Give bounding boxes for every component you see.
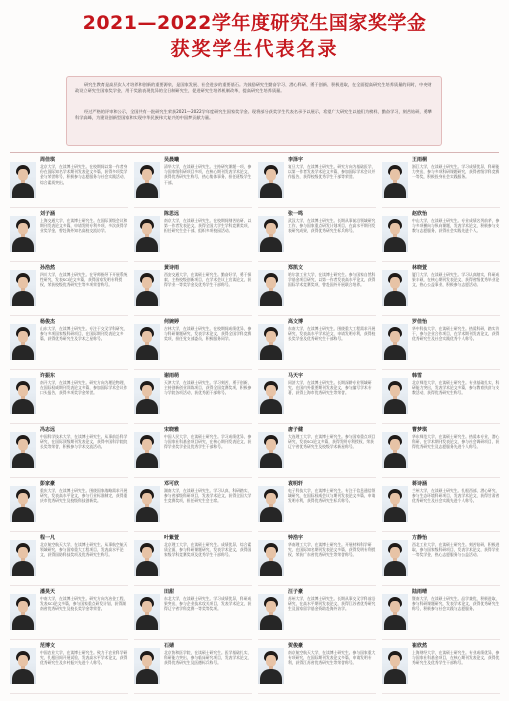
awardee-description: 兰州大学，在读硕士研究生。扎根西部，潜心研究，参与生态环境科研项目，发表学术论文，获得甘肃省优秀研究生及社会实践先进个人称号。 bbox=[412, 488, 500, 504]
awardee-card bbox=[258, 480, 378, 533]
awardee-photo bbox=[134, 270, 160, 306]
awardee-photo bbox=[258, 216, 284, 252]
awardee-card bbox=[258, 534, 378, 587]
awardee-name: 吴晨曦 bbox=[164, 157, 180, 163]
card-divider bbox=[134, 639, 252, 640]
card-divider bbox=[10, 693, 128, 694]
awardee-card bbox=[134, 156, 254, 209]
card-divider bbox=[134, 423, 252, 424]
awardee-name: 张一鸣 bbox=[288, 211, 304, 217]
card-divider bbox=[258, 477, 376, 478]
awardee-name: 叶紫萱 bbox=[164, 535, 180, 541]
card-divider bbox=[10, 639, 128, 640]
awardee-card bbox=[258, 318, 378, 371]
awardee-photo bbox=[10, 216, 36, 252]
awardee-card bbox=[258, 210, 378, 263]
awardee-photo bbox=[258, 648, 284, 684]
awardee-description: 武汉大学，在读博士研究生。长期从事前沿领域研究工作，参与国家重点研发计划项目，在高水平期刊发表研究成果，获得优秀研究生标兵称号。 bbox=[288, 218, 376, 234]
awardee-photo bbox=[134, 486, 160, 522]
awardee-photo bbox=[10, 594, 36, 630]
awardee-description: 华东师范大学，在读硕士研究生。热爱本专业，潜心科研，在学术期刊发表论文，参与社会调研项目，获得优秀研究生及志愿服务先进个人称号。 bbox=[412, 434, 500, 450]
awardee-card bbox=[10, 480, 130, 533]
card-divider bbox=[10, 585, 128, 586]
awardee-name: 田甜 bbox=[164, 589, 175, 595]
awardee-photo bbox=[382, 216, 408, 252]
awardee-name: 蒋诗涵 bbox=[412, 481, 428, 487]
awardee-photo bbox=[134, 162, 160, 198]
card-divider bbox=[258, 585, 376, 586]
awardee-card bbox=[10, 156, 130, 209]
awardee-name: 何婉婷 bbox=[164, 319, 180, 325]
awardee-name: 马天宇 bbox=[288, 373, 304, 379]
card-divider bbox=[258, 369, 376, 370]
awardee-photo bbox=[258, 486, 284, 522]
awardee-description: 苏州大学，在读博士研究生。长期从事交叉学科前沿研究，在高水平期刊发表论文，获得江苏省优秀研究生及国家留学基金资助赴海外访学。 bbox=[288, 596, 376, 612]
awardee-card bbox=[258, 642, 378, 695]
awardee-photo bbox=[258, 378, 284, 414]
awardee-photo bbox=[258, 594, 284, 630]
card-divider bbox=[10, 261, 128, 262]
awardee-name: 唐子健 bbox=[288, 427, 304, 433]
card-divider bbox=[382, 585, 500, 586]
awardee-photo bbox=[258, 432, 284, 468]
awardee-name: 邓可欣 bbox=[164, 481, 180, 487]
awardee-photo bbox=[10, 540, 36, 576]
card-divider bbox=[382, 423, 500, 424]
awardee-description: 复旦大学，在读博士研究生。研究方向为基础医学，以第一作者发表学术论文多篇，参加国际学术会议并作报告，获得校级优秀学生干部等荣誉。 bbox=[288, 164, 376, 180]
card-divider bbox=[382, 261, 500, 262]
card-divider bbox=[258, 531, 376, 532]
awardee-name: 高文博 bbox=[288, 319, 304, 325]
awardee-description: 同济大学，在读博士研究生。长期深耕专业领域研究，在国内外重要期刊发表论文，参与编写学术专著，获得上海市优秀研究生等荣誉。 bbox=[288, 380, 372, 396]
awardee-photo bbox=[134, 324, 160, 360]
awardee-description: 东南大学，在读博士研究生。围绕重大工程需求开展研究，发表高水平学术论文，申请发明专利，获得校长奖学金及优秀研究生干部称号。 bbox=[288, 326, 376, 342]
intro-banner bbox=[66, 76, 442, 146]
awardee-name: 谢雨萌 bbox=[164, 373, 180, 379]
awardee-name: 韩雪 bbox=[412, 373, 423, 379]
awardee-photo bbox=[10, 162, 36, 198]
card-divider bbox=[10, 369, 128, 370]
awardee-description: 西北工业大学，在读硕士研究生。刻苦钻研，积极进取，参与国家级科研项目，发表学术论文，获得学业一等奖学金，热心志愿服务与公益活动。 bbox=[412, 542, 500, 558]
awardee-photo bbox=[10, 324, 36, 360]
awardee-card bbox=[10, 372, 130, 425]
awardee-description: 吉林大学，在读硕士研究生。在校期间成绩优异，参与科研课题研究，发表学术论文，获得全国学科竞赛奖项，担任党支部委员，积极服务同学。 bbox=[164, 326, 252, 342]
awardee-card bbox=[382, 372, 502, 425]
awardee-photo bbox=[10, 432, 36, 468]
awardee-card bbox=[134, 426, 254, 479]
awardee-description: 湖南大学，在读硕士研究生。学习认真，科研踏实，参与省部级科研项目，发表学术论文，获得全国大学生竞赛奖项，担任研究生会主席。 bbox=[164, 488, 252, 504]
card-divider bbox=[382, 315, 500, 316]
awardee-card bbox=[382, 480, 502, 533]
card-divider bbox=[382, 369, 500, 370]
card-divider bbox=[10, 423, 128, 424]
card-divider bbox=[382, 639, 500, 640]
card-divider bbox=[258, 639, 376, 640]
awardee-card bbox=[382, 210, 502, 263]
awardee-card bbox=[258, 156, 378, 209]
card-divider bbox=[382, 693, 500, 694]
card-divider bbox=[382, 207, 500, 208]
awardee-card bbox=[10, 642, 130, 695]
awardee-name: 彭家豪 bbox=[40, 481, 56, 487]
awardee-card bbox=[382, 642, 502, 695]
awardee-card bbox=[134, 642, 254, 695]
awardee-photo bbox=[382, 324, 408, 360]
awardee-description: 哈尔滨工业大学，在读博士研究生。参与国家自然科学基金项目研究，以第一作者发表高水平论文，获得国际学术竞赛奖项，曾赴国外开展联合培养。 bbox=[288, 272, 376, 288]
awardee-description: 上海交通大学，在读博士研究生。在国际顶级会议和期刊发表论文多篇，申请发明专利多项，多次获得学业奖学金，曾赴海外知名高校交流访学。 bbox=[40, 218, 128, 234]
awardee-name: 潘昊天 bbox=[40, 589, 56, 595]
awardee-description: 四川大学，在读博士研究生。在导师指导下开展系统性研究，发表SCI论文多篇，获得国家发明专利授权，荣获校级优秀研究生等多项荣誉称号。 bbox=[40, 272, 128, 288]
awardee-photo bbox=[134, 378, 160, 414]
awardee-name: 陈思远 bbox=[164, 211, 180, 217]
awardee-description: 西安交通大学，在读硕士研究生。勤奋好学，勇于探索，主持校级创新项目，在学术会议上宣读论文，获得学业一等奖学金及优秀学生干部称号。 bbox=[164, 272, 252, 288]
card-divider bbox=[134, 477, 252, 478]
awardee-photo bbox=[258, 324, 284, 360]
title-line-1: 2021—2022学年度研究生国家奖学金 bbox=[82, 12, 427, 34]
card-divider bbox=[258, 207, 376, 208]
intro-paragraph: 经过严格的评审和公示，全国共有一批研究生荣获2021—2022学年度研究生国家奖学金。现将部分获奖学生代表名录予以展示，希望广大研究生以他们为榜样，勤奋学习，刻苦钻研，勇攀科学高峰，为建设创新型国家和实现中华民族伟大复兴的中国梦贡献力量。 bbox=[75, 108, 432, 120]
awardee-name: 杨俊杰 bbox=[40, 319, 56, 325]
awardee-description: 华中科技大学，在读硕士研究生。热爱科研，踏实肯干，参与企业合作项目，在学术期刊发表论文，获得优秀研究生及社会实践优秀个人称号。 bbox=[412, 326, 500, 342]
awardee-photo bbox=[382, 594, 408, 630]
card-divider bbox=[134, 261, 252, 262]
awardee-card bbox=[382, 534, 502, 587]
awardee-description: 南京航空航天大学，在读博士研究生。参与国家重大专项研究，在国际期刊发表论文多篇，申请发明专利，获得江苏省优秀研究生等荣誉称号。 bbox=[288, 650, 376, 666]
awardee-photo bbox=[382, 432, 408, 468]
card-divider bbox=[134, 315, 252, 316]
awardee-description: 上海财经大学，在读硕士研究生。专业成绩优异，参与国家社科基金项目，在核心期刊发表论文，获得优秀研究生及优秀学生干部称号。 bbox=[412, 650, 500, 666]
awardee-card bbox=[134, 210, 254, 263]
awardee-name: 孙浩然 bbox=[40, 265, 56, 271]
awardee-name: 刘子涵 bbox=[40, 211, 56, 217]
awardee-description: 中国农业大学，在读博士研究生。致力于农业科学研究，扎根田间开展试验，发表高水平学术论文，获得优秀研究生及乡村振兴先进个人称号。 bbox=[40, 650, 128, 666]
awardee-name: 石婧 bbox=[164, 643, 175, 649]
awardee-photo bbox=[382, 648, 408, 684]
card-divider bbox=[134, 369, 252, 370]
awardee-card bbox=[382, 264, 502, 317]
awardee-photo bbox=[10, 270, 36, 306]
awardee-description: 华南理工大学，在读博士研究生。开展材料科学研究，在国际知名期刊发表论文多篇，获得发明专利授权，荣获广东省优秀研究生等荣誉称号。 bbox=[288, 542, 376, 558]
awardee-name: 罗佳怡 bbox=[412, 319, 428, 325]
card-divider bbox=[382, 477, 500, 478]
awardee-name: 黄诗雨 bbox=[164, 265, 180, 271]
awardee-name: 汪子豪 bbox=[288, 589, 304, 595]
awardee-description: 中国人民大学，在读硕士研究生。学习成绩优异，参与国家社科基金项目研究，在核心期刊发表论文，获得学业奖学金及优秀学生干部称号。 bbox=[164, 434, 252, 450]
awardee-card bbox=[10, 534, 130, 587]
awardee-photo bbox=[10, 648, 36, 684]
awardee-description: 中山大学，在读硕士研究生。专业成绩名列前茅，参与多项横向与纵向课题，发表学术论文，积极参与支教与志愿服务，获得社会实践先进个人。 bbox=[412, 218, 500, 234]
awardee-description: 暨南大学，在读硕士研究生。品学兼优，积极进取，参与科研课题研究，发表学术论文，获得优秀研究生称号，积极参与社会实践与志愿服务。 bbox=[412, 596, 500, 612]
awardee-name: 林晓萱 bbox=[412, 265, 428, 271]
awardee-card bbox=[258, 426, 378, 479]
card-divider bbox=[258, 315, 376, 316]
awardee-name: 贺俊豪 bbox=[288, 643, 304, 649]
awardee-name: 程一凡 bbox=[40, 535, 56, 541]
awardee-description: 中国科学技术大学，在读博士研究生。从事前沿科学研究，在国际顶级期刊发表论文，获得中国科学院院长奖等荣誉，积极参与学术交流活动。 bbox=[40, 434, 128, 450]
awardee-name: 钟浩宇 bbox=[288, 535, 304, 541]
awardee-description: 重庆大学，在读博士研究生。围绕国家战略需求开展研究，发表高水平论文，参与行业标准制定，获得重庆市优秀研究生及校级科技创新奖。 bbox=[40, 488, 128, 504]
awardee-card bbox=[134, 588, 254, 641]
awardee-description: 清华大学，在读硕士研究生。主持研究课题一项，参与国家级科研项目多项，在核心期刊发表学术论文，获得优秀研究生称号，热心集体事务，担任班级学生干部。 bbox=[164, 164, 252, 185]
awardee-card bbox=[10, 210, 130, 263]
awardee-name: 许振东 bbox=[40, 373, 56, 379]
awardee-photo bbox=[258, 540, 284, 576]
awardee-photo bbox=[382, 540, 408, 576]
card-divider bbox=[10, 315, 128, 316]
awardee-name: 范博文 bbox=[40, 643, 56, 649]
awardee-photo bbox=[134, 594, 160, 630]
awardee-description: 东北大学，在读硕士研究生。学习成绩优异，科研成果突出，参与企业技术攻关项目，发表学术论文，获得辽宁省学科竞赛一等奖等奖项。 bbox=[164, 596, 252, 612]
awardee-card bbox=[10, 588, 130, 641]
awardee-name: 袁明轩 bbox=[288, 481, 304, 487]
awardee-description: 北京协和医学院，在读硕士研究生。医学基础扎实，科研能力突出，参与临床研究项目，发表学术论文，获得优秀研究生及医德标兵称号。 bbox=[164, 650, 252, 666]
awardee-photo bbox=[134, 216, 160, 252]
card-divider bbox=[10, 477, 128, 478]
awardee-name: 赵欣怡 bbox=[412, 211, 428, 217]
awardee-name: 王雨桐 bbox=[412, 157, 428, 163]
awardee-description: 厦门大学，在读硕士研究生。学习认真踏实，科研成果丰硕，在核心期刊发表论文，获得省级优秀毕业论文，热心公益事业，积极参与志愿活动。 bbox=[412, 272, 500, 288]
card-divider bbox=[258, 423, 376, 424]
awardee-card bbox=[134, 534, 254, 587]
awardee-card bbox=[382, 588, 502, 641]
awardee-photo bbox=[382, 270, 408, 306]
awardee-photo bbox=[10, 378, 36, 414]
awardee-name: 李泽宇 bbox=[288, 157, 304, 163]
awardee-card bbox=[10, 318, 130, 371]
card-divider bbox=[134, 531, 252, 532]
awardee-description: 北京理工大学，在读硕士研究生。成绩优异，综合素质全面，参与科研课题研究，发表学术论文，获得国家级学科竞赛奖项及优秀学生干部称号。 bbox=[164, 542, 252, 558]
card-divider bbox=[134, 585, 252, 586]
awardee-card bbox=[134, 264, 254, 317]
awardee-card bbox=[134, 372, 254, 425]
awardee-description: 电子科技大学，在读博士研究生。专注于信息通信领域研究，在国际权威会议与期刊发表论文多篇，申请发明专利，获得优秀研究生标兵称号。 bbox=[288, 488, 376, 504]
awardee-name: 周佳琪 bbox=[40, 157, 56, 163]
awardee-photo bbox=[382, 378, 408, 414]
awardee-card bbox=[258, 588, 378, 641]
awardee-card bbox=[258, 264, 378, 317]
awardee-card bbox=[258, 372, 378, 425]
awardee-description: 浙江大学，在读硕士研究生。学习成绩优异，科研能力突出，参与多项科研课题研究，获得省级学科竞赛一等奖，积极投身社会实践服务。 bbox=[412, 164, 500, 180]
intro-paragraph: 研究生教育是高层次人才培养和创新的重要源泉，是国家发展、社会进步的重要基石。为鼓励研究生勤奋学习、潜心科研、勇于创新、积极进取，在全面提高研究生培养质量的同时，中央财政设立研究生国家奖学金，用于奖励表现优异的全日制研究生，促进研究生培养机制改革，提高研究生培养质量。 bbox=[75, 82, 432, 94]
card-divider bbox=[258, 693, 376, 694]
awardee-description: 南京大学，在读硕士研究生。在校期间刻苦钻研，以第一作者发表论文，获得全国大学生学科竞赛奖项，担任研究生会干部，组织多项校园活动。 bbox=[164, 218, 252, 234]
card-divider bbox=[134, 207, 252, 208]
awardee-photo bbox=[382, 162, 408, 198]
awardee-name: 宋晓雅 bbox=[164, 427, 180, 433]
awardee-description: 中南大学，在读博士研究生。研究方向为冶金工程，发表SCI论文多篇，参与国家重点研发计划，获得湖南省优秀研究生及校长奖学金等荣誉。 bbox=[40, 596, 128, 612]
awardee-name: 郑凯文 bbox=[288, 265, 304, 271]
awardee-name: 崔欣然 bbox=[412, 643, 428, 649]
awardee-photo bbox=[258, 162, 284, 198]
awardee-photo bbox=[134, 648, 160, 684]
awardee-photo bbox=[134, 432, 160, 468]
card-divider bbox=[258, 261, 376, 262]
awardee-description: 北京航空航天大学，在读博士研究生。从事航空航天领域研究，参与国家重大工程项目，发表高水平论文，获得国防科技奖项及优秀研究生称号。 bbox=[40, 542, 128, 558]
awardee-description: 大连理工大学，在读博士研究生。参与国家重点项目研究，发表SCI论文多篇，获得发明专利授权，荣获辽宁省优秀研究生及校级学术新星称号。 bbox=[288, 434, 376, 450]
awardee-card bbox=[10, 426, 130, 479]
awardee-description: 天津大学，在读硕士研究生。学习刻苦，勇于创新，主持创新创业训练项目，获得全国竞赛奖项，积极参与学院各项活动，获优秀团干部称号。 bbox=[164, 380, 252, 396]
awardee-card bbox=[382, 156, 502, 209]
awardee-card bbox=[134, 480, 254, 533]
awardee-grid bbox=[10, 156, 499, 696]
awardee-photo bbox=[382, 486, 408, 522]
awardee-name: 冯志远 bbox=[40, 427, 56, 433]
awardee-description: 山东大学，在读博士研究生。专注于交叉学科研究，参与多项国家级科研项目，在国际期刊发表论文多篇，获得优秀研究生及学术之星称号。 bbox=[40, 326, 128, 342]
card-divider bbox=[382, 531, 500, 532]
awardee-description: 南开大学，在读博士研究生。研究方向为理论物理，在国际权威期刊发表论文多篇，参加国际学术会议作口头报告，获得多项奖学金荣誉。 bbox=[40, 380, 128, 396]
awardee-description: 北京大学，在读博士研究生。在校期间以第一作者身份在国际知名学术期刊发表论文多篇，获得多项奖学金与荣誉称号，积极参与志愿服务与社会实践活动，综合素质突出。 bbox=[40, 164, 128, 185]
awardee-name: 曹梦琪 bbox=[412, 427, 428, 433]
divider bbox=[10, 152, 499, 153]
awardee-name: 方静怡 bbox=[412, 535, 428, 541]
card-divider bbox=[10, 531, 128, 532]
awardee-name: 陆雨晴 bbox=[412, 589, 428, 595]
title-line-2: 获奖学生代表名录 bbox=[170, 38, 339, 60]
awardee-card bbox=[134, 318, 254, 371]
card-divider bbox=[10, 207, 128, 208]
awardee-photo bbox=[10, 486, 36, 522]
awardee-photo bbox=[258, 270, 284, 306]
awardee-card bbox=[382, 426, 502, 479]
awardee-card bbox=[382, 318, 502, 371]
card-divider bbox=[134, 693, 252, 694]
awardee-description: 北京师范大学，在读硕士研究生。专业基础扎实，科研能力突出，发表学术论文多篇，参与教育扶贫与支教活动，获得优秀研究生称号。 bbox=[412, 380, 500, 396]
awardee-card bbox=[10, 264, 130, 317]
awardee-photo bbox=[134, 540, 160, 576]
